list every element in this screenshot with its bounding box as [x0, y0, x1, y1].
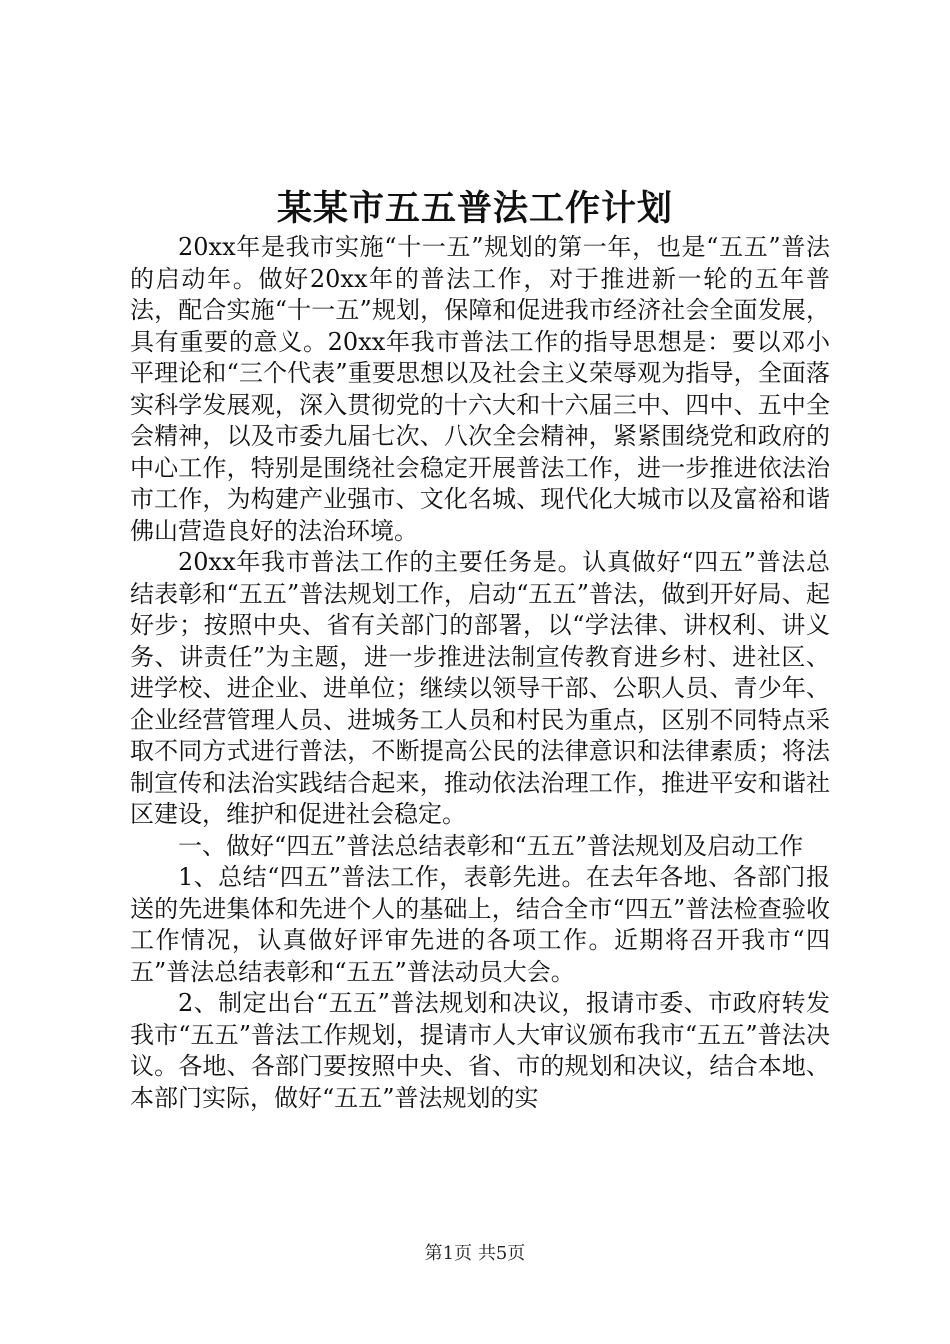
page-footer: 第1页 共5页 [424, 1243, 526, 1264]
document-body [130, 232, 830, 1114]
paragraph-main-tasks: 20xx年我市普法工作的主要任务是。认真做好“四五”普法总结表彰和“五五”普法规划工作，启动“五五”普法，做到开好局、起好步；按照中央、省有关部门的部署，以“学法律、讲权利、讲义务、讲责任”为主题，进一步推进法制宣传教育进乡村、进社区、进学校、进企业、进单位；继续以领导干部、公职人员、青少年、企业经营管理人员、进城务工人员和村民为重点，区别不同特点采取不同方式进行普法，不断提高公民的法律意识和法律素质；将法制宣传和法治实践结合起来，推动依法治理工作，推进平安和谐社区建设，维护和促进社会稳定。 [130, 548, 830, 828]
section-heading-1: 一、做好“四五”普法总结表彰和“五五”普法规划及启动工作 [178, 831, 804, 860]
paragraph-intro: 20xx年是我市实施“十一五”规划的第一年，也是“五五”普法的启动年。做好20xx年的普法工作，对于推进新一轮的五年普法，配合实施“十一五”规划，保障和促进我市经济社会全面发展，具有重要的意义。20xx年我市普法工作的指导思想是：要以邓小平理论和“三个代表”重要思想以及社会主义荣辱观为指导，全面落实科学发展观，深入贯彻党的十六大和十六届三中、四中、五中全会精神，以及市委九届七次、八次全会精神，紧紧围绕党和政府的中心工作，特别是围绕社会稳定开展普法工作，进一步推进依法治市工作，为构建产业强市、文化名城、现代化大城市以及富裕和谐佛山营造良好的法治环境。 [130, 233, 830, 545]
paragraph-item-2: 2、制定出台“五五”普法规划和决议，报请市委、市政府转发我市“五五”普法工作规划，提请市人大审议颁布我市“五五”普法决议。各地、各部门要按照中央、省、市的规划和决议，结合本地、本部门实际，做好“五五”普法规划的实 [130, 989, 830, 1112]
document-title: 某某市五五普法工作计划 [276, 188, 673, 229]
paragraph-item-1: 1、总结“四五”普法工作，表彰先进。在去年各地、各部门报送的先进集体和先进个人的基础上，结合全市“四五”普法检查验收工作情况，认真做好评审先进的各项工作。近期将召开我市“四五”普法总结表彰和“五五”普法动员大会。 [130, 863, 830, 986]
